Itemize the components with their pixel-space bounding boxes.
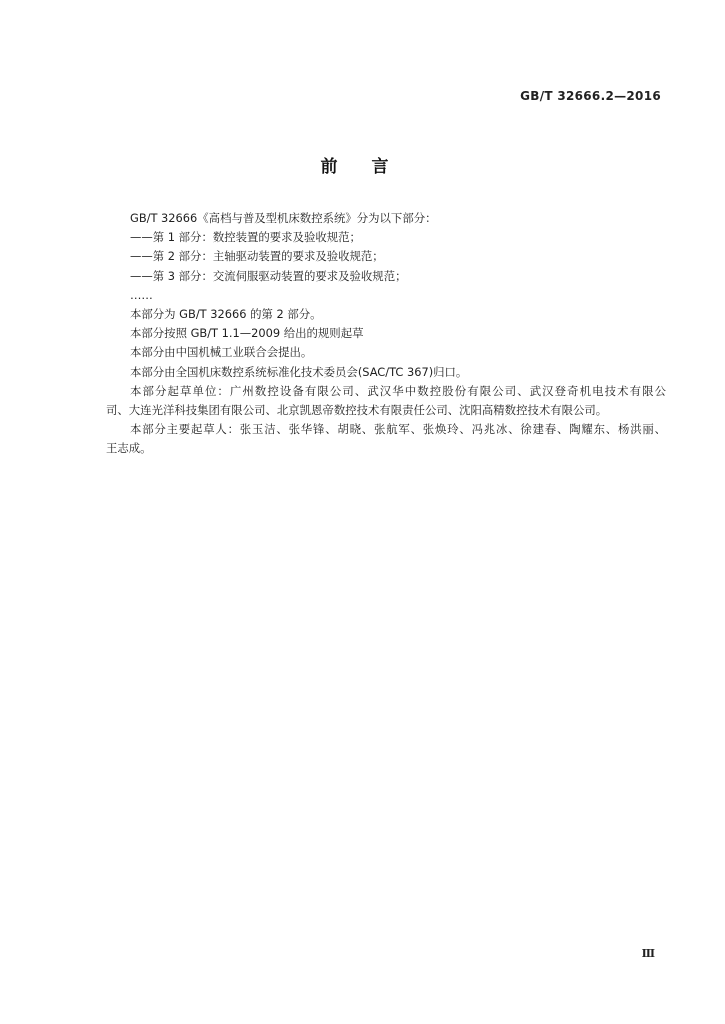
- preface-body: [106, 209, 666, 459]
- intro-paragraph: GB/T 32666《高档与普及型机床数控系统》分为以下部分：: [130, 211, 437, 225]
- ellipsis: ……: [130, 287, 153, 302]
- drafting-rules-paragraph: 本部分按照 GB/T 1.1—2009 给出的规则起草: [130, 326, 364, 341]
- centralized-by-paragraph: 本部分由全国机床数控系统标准化技术委员会(SAC/TC 367)归口。: [130, 364, 468, 379]
- drafters-line-2: 王志成。: [106, 441, 152, 456]
- standard-number: GB/T 32666.2—2016: [520, 89, 661, 103]
- page-number: Ⅲ: [641, 947, 655, 960]
- part-item-1: ——第 1 部分：数控装置的要求及验收规范；: [130, 230, 361, 245]
- page-title: 前言: [320, 157, 423, 177]
- drafting-units-line-2: 司、大连光洋科技集团有限公司、北京凯恩帝数控技术有限责任公司、沈阳高精数控技术有限公司。: [106, 403, 608, 418]
- part-item-2: ——第 2 部分：主轴驱动装置的要求及验收规范；: [130, 249, 384, 264]
- proposed-by-paragraph: 本部分由中国机械工业联合会提出。: [130, 345, 313, 360]
- part-item-3: ——第 3 部分：交流伺服驱动装置的要求及验收规范；: [130, 268, 407, 283]
- drafters-line-1: 本部分主要起草人：张玉洁、张华锋、胡晓、张航军、张焕玲、冯兆冰、徐建春、陶耀东、杨洪丽、: [130, 422, 666, 437]
- part-of-paragraph: 本部分为 GB/T 32666 的第 2 部分。: [130, 307, 322, 322]
- drafting-units-line-1: 本部分起草单位：广州数控设备有限公司、武汉华中数控股份有限公司、武汉登奇机电技术有限公: [130, 383, 666, 398]
